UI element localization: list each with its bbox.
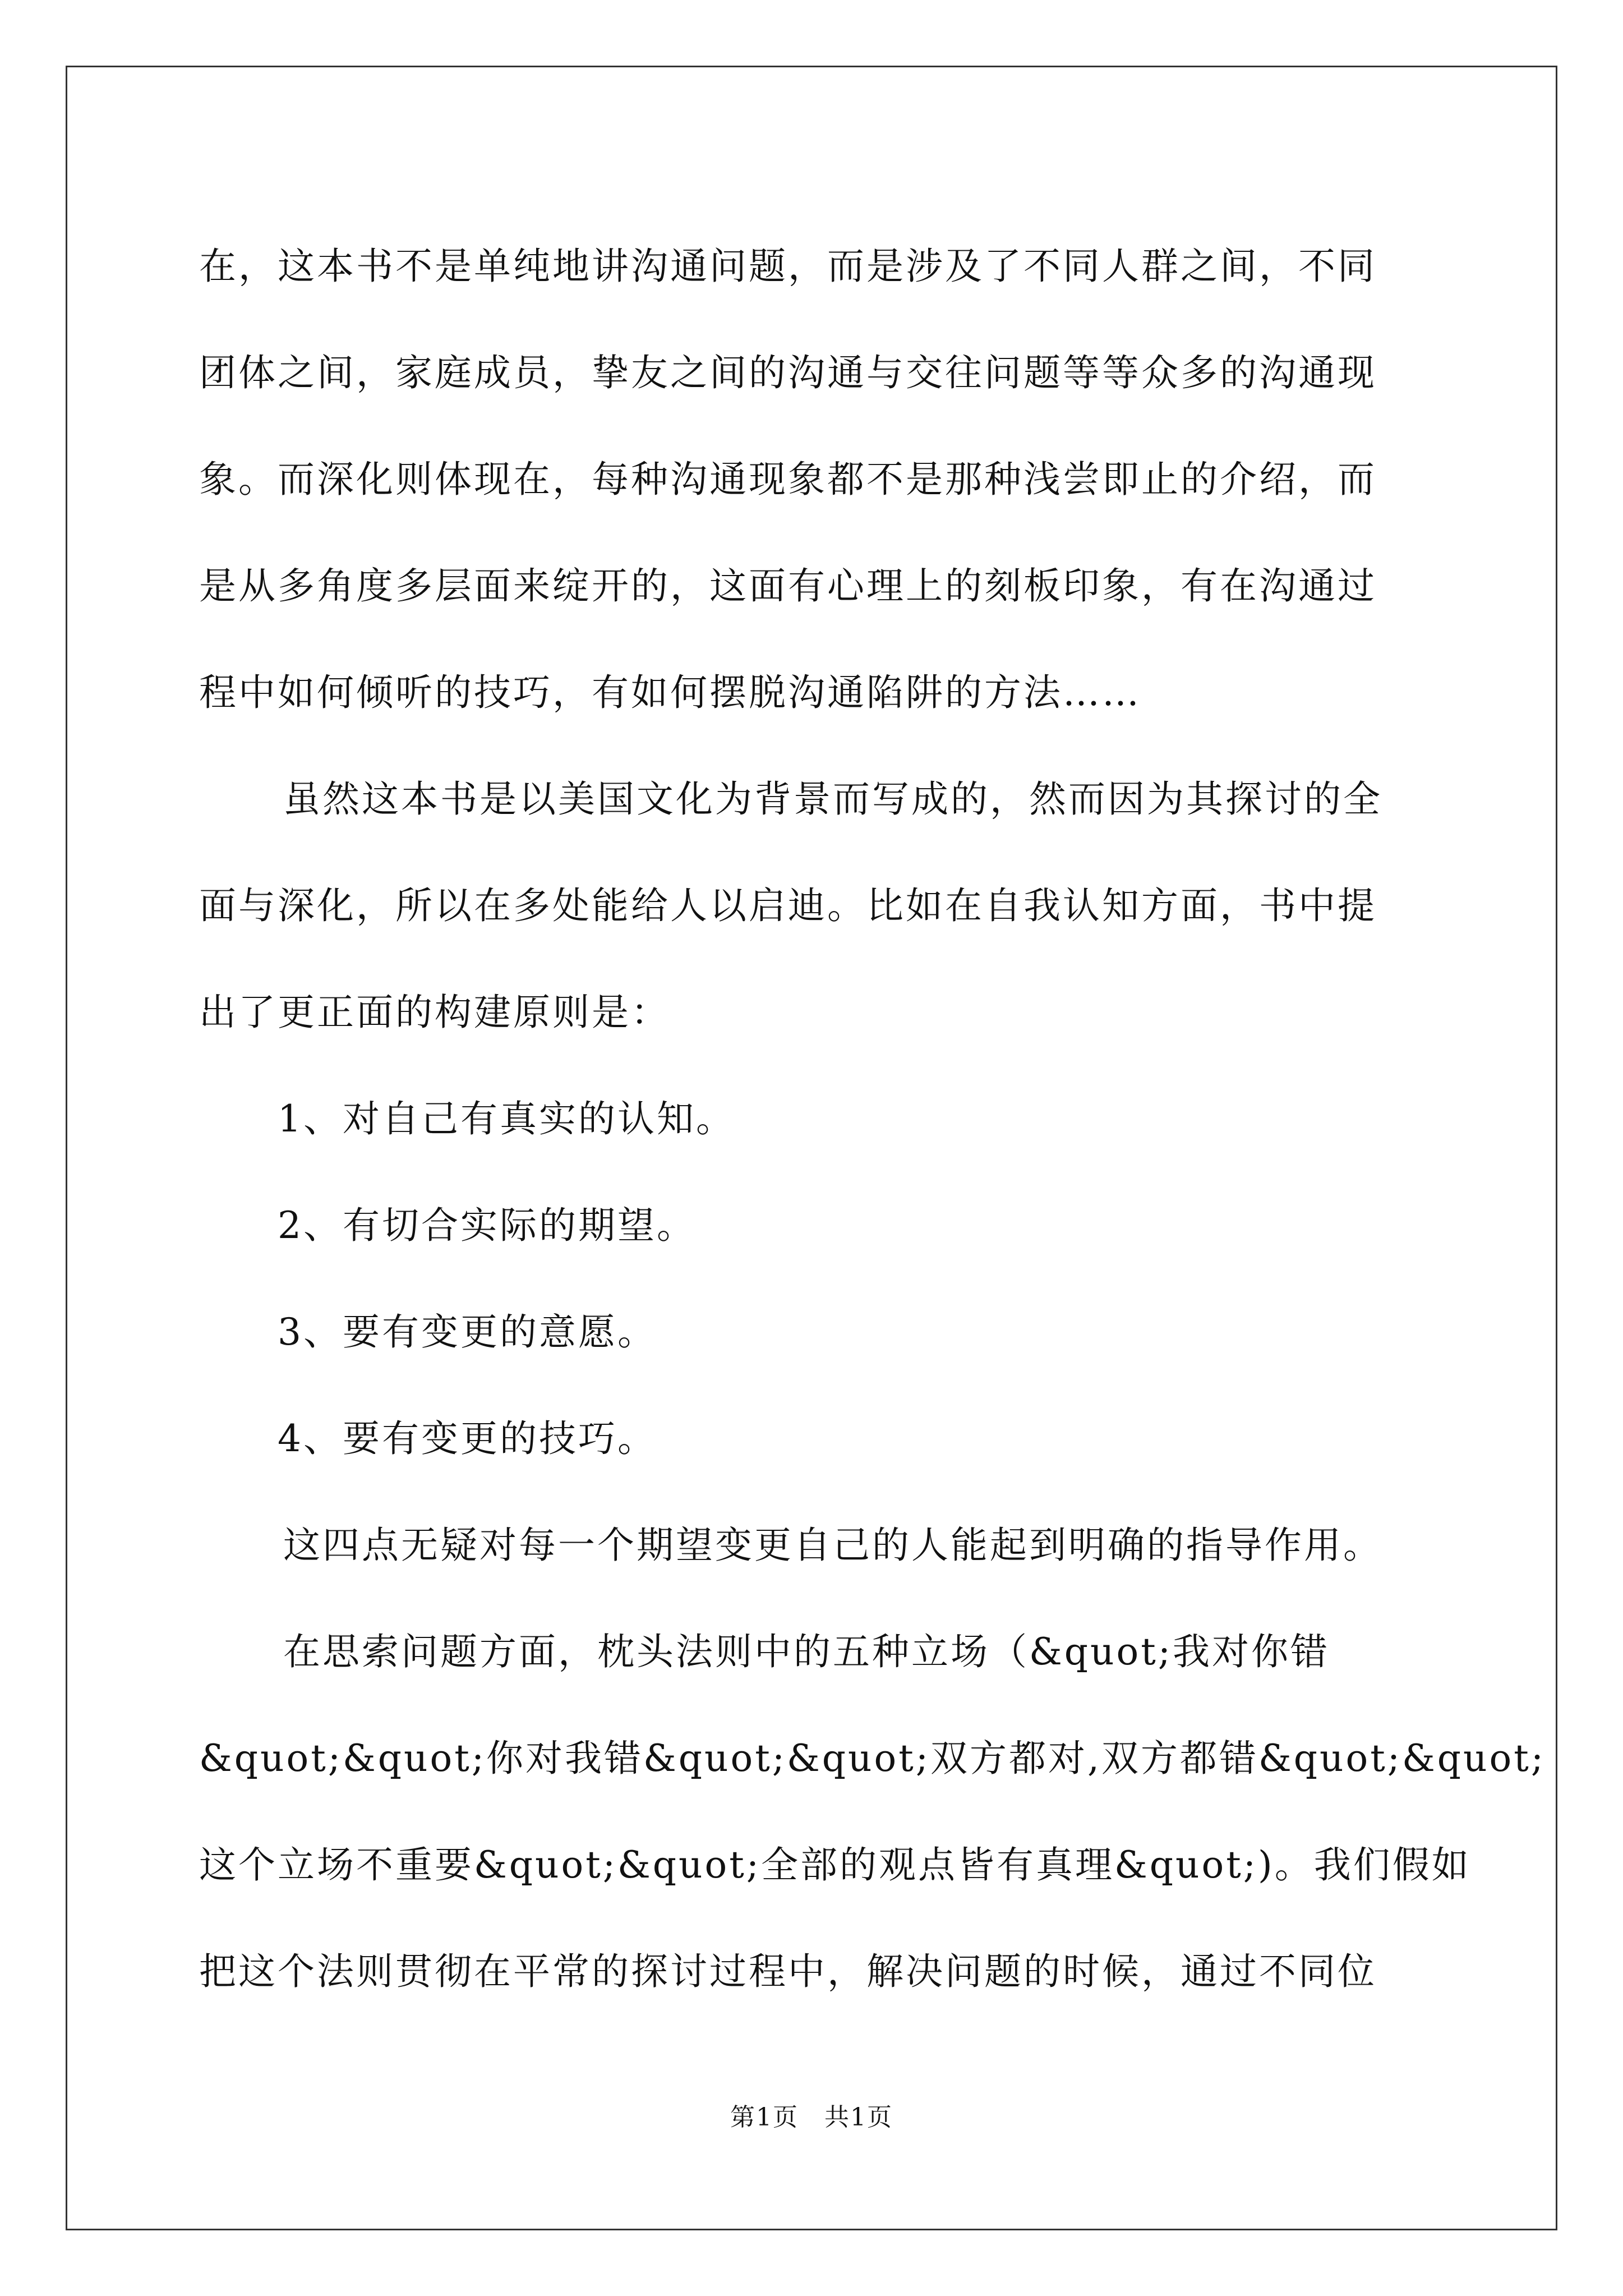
text-line: 象。而深化则体现在，每种沟通现象都不是那种浅尝即止的介绍，而: [199, 458, 1377, 501]
text-line: 在，这本书不是单纯地讲沟通问题，而是涉及了不同人群之间，不同: [199, 245, 1377, 288]
text-line: 这个立场不重要&quot;&quot;全部的观点皆有真理&quot;)。我们假如: [199, 1843, 1471, 1887]
list-item: 4、要有变更的技巧。: [278, 1417, 657, 1460]
text-line: 把这个法则贯彻在平常的探讨过程中，解决问题的时候，通过不同位: [199, 1950, 1377, 1993]
list-item: 1、对自己有真实的认知。: [278, 1097, 735, 1140]
list-item: 3、要有变更的意愿。: [278, 1310, 657, 1354]
text-line: 团体之间，家庭成员，挚友之间的沟通与交往问题等等众多的沟通现: [199, 351, 1377, 394]
paragraph-start-line: 在思索问题方面，枕头法则中的五种立场（&quot;我对你错: [283, 1630, 1330, 1673]
paragraph-start-line: 这四点无疑对每一个期望变更自己的人能起到明确的指导作用。: [283, 1524, 1382, 1567]
text-line: 面与深化，所以在多处能给人以启迪。比如在自我认知方面，书中提: [199, 884, 1377, 927]
text-line: 程中如何倾听的技巧，有如何摆脱沟通陷阱的方法……: [199, 671, 1141, 714]
paragraph-start-line: 虽然这本书是以美国文化为背景而写成的，然而因为其探讨的全: [283, 777, 1382, 821]
text-line: 是从多角度多层面来绽开的，这面有心理上的刻板印象，有在沟通过: [199, 564, 1377, 608]
page-number-footer: 第1页 共1页: [730, 2103, 893, 2132]
text-line: 出了更正面的构建原则是：: [199, 991, 670, 1034]
list-item: 2、有切合实际的期望。: [278, 1204, 696, 1247]
document-body: [199, 213, 1546, 2025]
text-line: &quot;&quot;你对我错&quot;&quot;双方都对,双方都错&quot;&quot;: [199, 1737, 1546, 1780]
